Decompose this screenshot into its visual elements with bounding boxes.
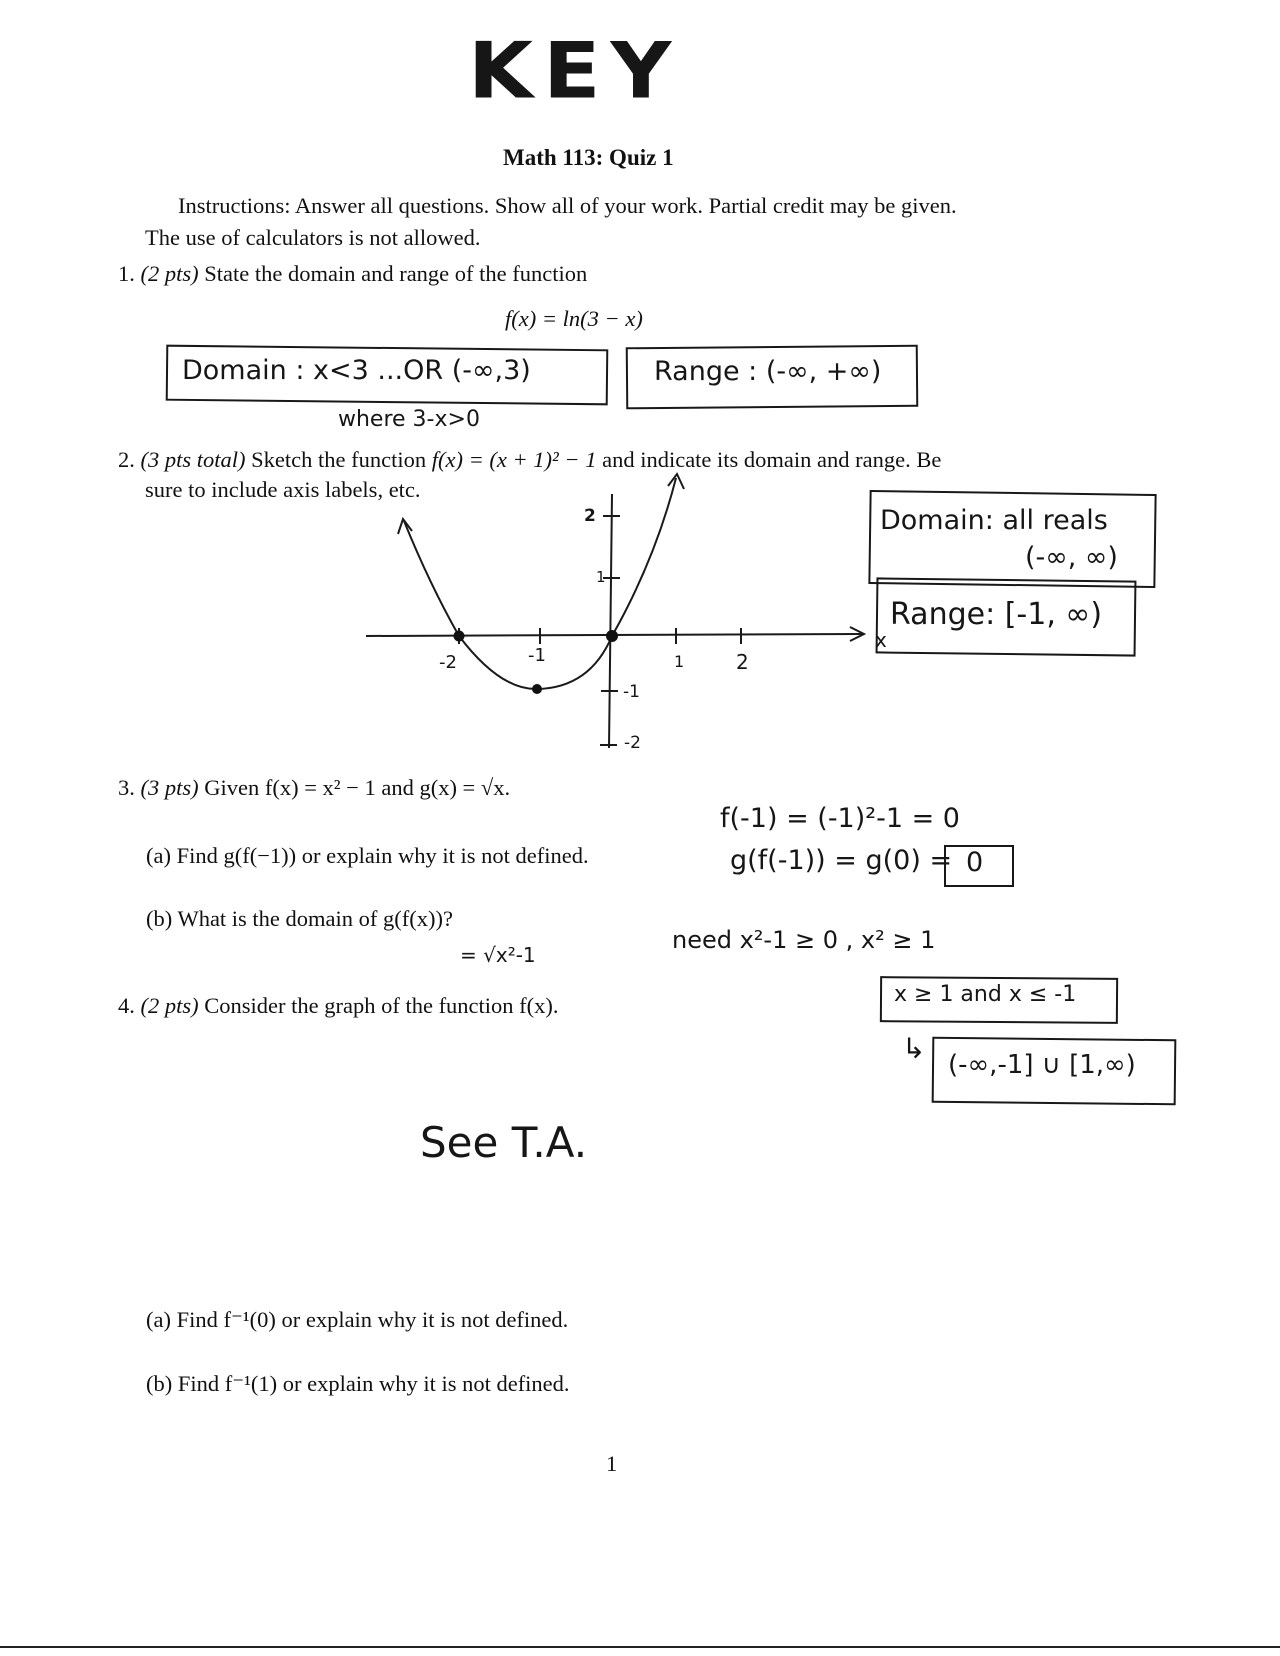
q2-text-a: Sketch the function bbox=[251, 447, 427, 472]
q2-domain-answer-line-2: (-∞, ∞) bbox=[1025, 542, 1118, 573]
q2-line-2: sure to include axis labels, etc. bbox=[145, 477, 421, 502]
page-number: 1 bbox=[606, 1451, 618, 1476]
graph-tick-label-y-minus-1: -1 bbox=[623, 682, 640, 702]
q1-text: State the domain and range of the function bbox=[204, 261, 588, 286]
key-heading: KEY bbox=[468, 25, 682, 117]
graph-tick-label-x-1: 1 bbox=[674, 652, 685, 671]
q3-number: 3. bbox=[118, 775, 135, 800]
parabola-left-arrow bbox=[398, 519, 412, 534]
q3-part-a: (a) Find g(f(−1)) or explain why it is not defined. bbox=[146, 843, 589, 868]
graph-tick-label-x-2: 2 bbox=[736, 650, 749, 674]
graph-tick-label-x-minus-2: -2 bbox=[439, 652, 457, 673]
point-x-intercept-minus-2 bbox=[454, 631, 465, 642]
q4-part-a: (a) Find f⁻¹(0) or explain why it is not defined. bbox=[146, 1307, 569, 1332]
y-axis bbox=[609, 494, 612, 748]
q2-number: 2. bbox=[118, 447, 135, 472]
q1-points: (2 pts) bbox=[140, 261, 199, 286]
q4-number: 4. bbox=[118, 993, 135, 1018]
q1-answer-note: where 3-x>0 bbox=[338, 407, 480, 432]
graph-tick-label-y-minus-2: -2 bbox=[624, 733, 641, 753]
q3-work-b-line-1: need x²-1 ≥ 0 , x² ≥ 1 bbox=[672, 926, 936, 954]
q4-part-b: (b) Find f⁻¹(1) or explain why it is not defined. bbox=[146, 1371, 570, 1396]
q4-text: Consider the graph of the function f(x). bbox=[204, 993, 559, 1018]
q1-equation: f(x) = ln(3 − x) bbox=[505, 306, 643, 331]
q3-answer-a: 0 bbox=[966, 847, 984, 878]
q2-equation: f(x) = (x + 1)² − 1 bbox=[431, 447, 597, 472]
q2-range-answer: Range: [-1, ∞) bbox=[890, 597, 1103, 632]
q3-work-b-sqrt: = √x²-1 bbox=[460, 943, 536, 967]
q3-answer-b: (-∞,-1] ∪ [1,∞) bbox=[948, 1050, 1136, 1080]
graph-x-axis-label: x bbox=[875, 628, 887, 652]
q4-prompt bbox=[118, 990, 559, 1022]
q3-work-a-line-1: f(-1) = (-1)²-1 = 0 bbox=[720, 803, 960, 834]
q2-text-b: and indicate its domain and range. Be bbox=[602, 447, 942, 472]
q2-points: (3 pts total) bbox=[140, 447, 246, 472]
q3-work-b-line-2: x ≥ 1 and x ≤ -1 bbox=[894, 982, 1077, 1007]
q3-work-b-arrow: ↳ bbox=[902, 1032, 926, 1065]
q1-domain-answer: Domain : x<3 ...OR (-∞,3) bbox=[182, 355, 531, 386]
instructions-line-2: The use of calculators is not allowed. bbox=[145, 225, 481, 250]
graph-tick-label-y-1: 1 bbox=[596, 568, 606, 586]
q2-domain-answer-line-1: Domain: all reals bbox=[880, 505, 1108, 536]
q1-range-answer: Range : (-∞, +∞) bbox=[654, 356, 882, 387]
instructions-line-1: Instructions: Answer all questions. Show all of your work. Partial credit may be given. bbox=[178, 193, 957, 218]
page-title: Math 113: Quiz 1 bbox=[503, 145, 674, 170]
point-origin bbox=[606, 630, 618, 642]
q3-points: (3 pts) bbox=[140, 775, 199, 800]
graph-tick-label-x-minus-1: -1 bbox=[528, 645, 546, 666]
q1-number: 1. bbox=[118, 261, 135, 286]
q4-see-ta-note: See T.A. bbox=[420, 1118, 588, 1167]
point-vertex bbox=[532, 684, 542, 694]
q3-text: Given f(x) = x² − 1 and g(x) = √x. bbox=[204, 775, 511, 800]
q3-work-a-line-2: g(f(-1)) = g(0) = bbox=[730, 845, 953, 876]
q3-part-b: (b) What is the domain of g(f(x))? bbox=[146, 906, 453, 931]
page-bottom-edge bbox=[0, 1646, 1280, 1648]
q4-points: (2 pts) bbox=[140, 993, 199, 1018]
q3-prompt bbox=[118, 772, 510, 804]
graph-tick-label-y-2: 2 bbox=[584, 506, 596, 526]
